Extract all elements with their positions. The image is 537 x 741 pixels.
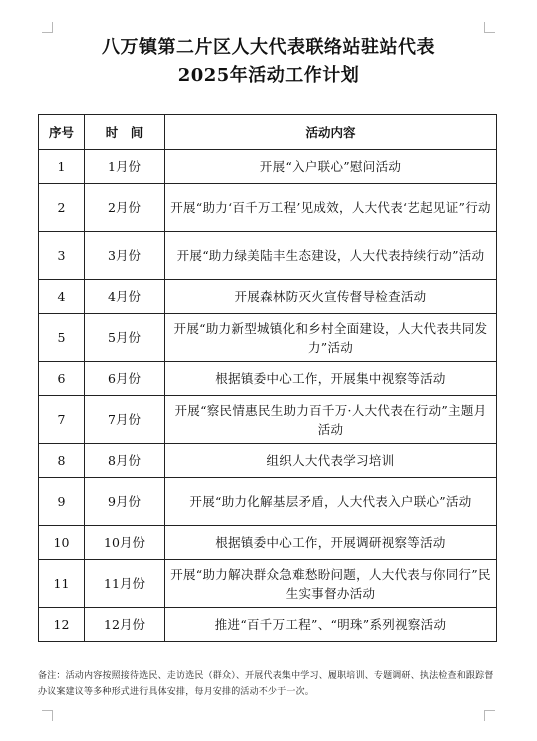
row-number: 8: [39, 444, 85, 478]
row-activity: 开展“助力‘百千万工程’见成效，人大代表‘艺起见证”行动: [165, 184, 497, 232]
header-content: 活动内容: [165, 115, 497, 150]
table-header-row: [39, 115, 497, 150]
row-activity: 开展“助力新型城镇化和乡村全面建设，人大代表共同发力”活动: [165, 314, 497, 362]
row-month: 3月份: [85, 232, 165, 280]
corner-mark-bottom-left: [42, 710, 53, 721]
table-row: [39, 478, 497, 526]
table-row: [39, 560, 497, 608]
table-row: [39, 280, 497, 314]
row-activity: 组织人大代表学习培训: [165, 444, 497, 478]
table-row: [39, 444, 497, 478]
row-number: 5: [39, 314, 85, 362]
row-month: 8月份: [85, 444, 165, 478]
row-activity: 开展“察民情惠民生助力百千万·人大代表在行动”主题月活动: [165, 396, 497, 444]
row-month: 4月份: [85, 280, 165, 314]
row-activity: 根据镇委中心工作，开展调研视察等活动: [165, 526, 497, 560]
row-number: 6: [39, 362, 85, 396]
row-activity: 根据镇委中心工作，开展集中视察等活动: [165, 362, 497, 396]
row-month: 9月份: [85, 478, 165, 526]
corner-mark-top-right: [484, 22, 495, 33]
row-activity: 开展“助力绿美陆丰生态建设，人大代表持续行动”活动: [165, 232, 497, 280]
document-title-line-1: 八万镇第二片区人大代表联络站驻站代表: [102, 37, 435, 58]
table-row: [39, 232, 497, 280]
row-number: 1: [39, 150, 85, 184]
row-month: 1月份: [85, 150, 165, 184]
activity-plan-table: [38, 114, 497, 642]
row-number: 12: [39, 608, 85, 642]
row-number: 2: [39, 184, 85, 232]
table-row: [39, 526, 497, 560]
row-number: 11: [39, 560, 85, 608]
row-activity: 开展“助力化解基层矛盾，人大代表入户联心”活动: [165, 478, 497, 526]
corner-mark-top-left: [42, 22, 53, 33]
row-number: 3: [39, 232, 85, 280]
row-activity: 推进“百千万工程”、“明珠”系列视察活动: [165, 608, 497, 642]
row-number: 10: [39, 526, 85, 560]
row-activity: 开展森林防灭火宣传督导检查活动: [165, 280, 497, 314]
header-number: 序号: [39, 115, 85, 150]
corner-mark-bottom-right: [484, 710, 495, 721]
row-month: 11月份: [85, 560, 165, 608]
table-row: [39, 608, 497, 642]
row-month: 12月份: [85, 608, 165, 642]
row-month: 5月份: [85, 314, 165, 362]
table-row: [39, 362, 497, 396]
header-time: 时 间: [85, 115, 165, 150]
table-row: [39, 184, 497, 232]
row-number: 4: [39, 280, 85, 314]
row-month: 6月份: [85, 362, 165, 396]
row-number: 7: [39, 396, 85, 444]
row-activity: 开展“助力解决群众急难愁盼问题，人大代表与你同行”民生实事督办活动: [165, 560, 497, 608]
row-month: 10月份: [85, 526, 165, 560]
document-title-line-2: 2025年活动工作计划: [177, 65, 360, 86]
table-row: [39, 150, 497, 184]
row-month: 2月份: [85, 184, 165, 232]
footnote-remark: 备注：活动内容按照接待选民、走访选民（群众）、开展代表集中学习、履职培训、专题调研、执法检查和跟踪督办议案建议等多种形式进行具体安排，每月安排的活动不少于一次。: [38, 671, 494, 697]
table-row: [39, 396, 497, 444]
row-activity: 开展“入户联心”慰问活动: [165, 150, 497, 184]
table-row: [39, 314, 497, 362]
row-number: 9: [39, 478, 85, 526]
row-month: 7月份: [85, 396, 165, 444]
